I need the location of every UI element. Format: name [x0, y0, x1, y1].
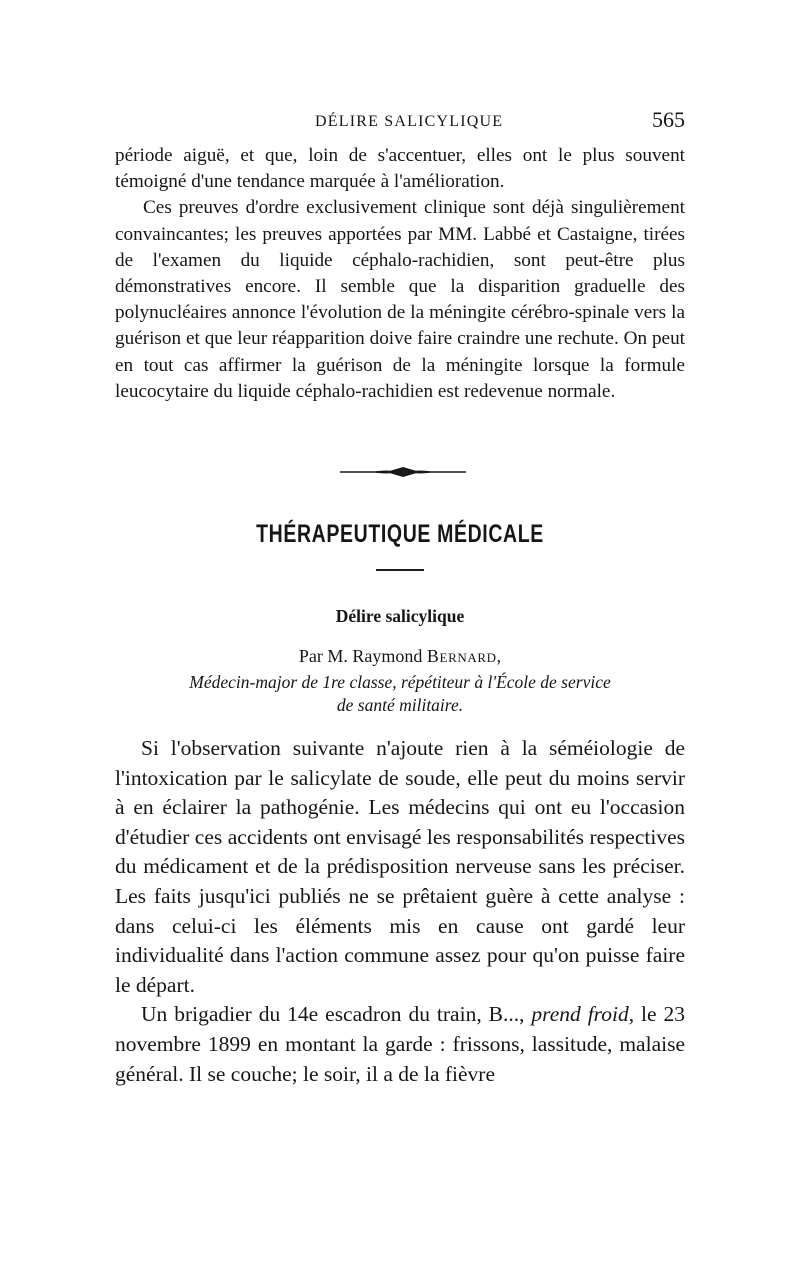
affiliation-line-1: Médecin-major de 1re classe, répétiteur à l'École de service: [189, 672, 611, 692]
intro-paragraph-2: Ces preuves d'ordre exclusivement clinique sont déjà singulièrement convaincantes; les preuves apportées par MM. Labbé et Castaigne, tirées de l'examen du liquide céphalo-rachidien, sont peut-être plus démonstratives encore. Il semble que la disparition graduelle des polynucléaires annonce l'évolution de la méningite cérébro-spinale vers la guérison et que leur réapparition doive faire craindre une rechute. On peut en tout cas affirmer la guérison de la méningite lorsque la formule leucocytaire du liquide céphalo-rachidien est redevenue normale.: [115, 197, 685, 402]
paragraph-2-start: Un brigadier du 14e escadron du train, B...,: [141, 1002, 532, 1027]
article-paragraph-1: Si l'observation suivante n'ajoute rien à la séméiologie de l'intoxication par le salicylate de soude, elle peut du moins servir à en éclairer la pathogénie. Les médecins qui ont eu l'occasion d'étudier ces accidents ont envisagé les responsabilités respectives du médicament et de la prédisposition nerveuse sans les préciser. Les faits jusqu'ici publiés ne se prêtaient guère à cette analyse : dans celui-ci les éléments mis en cause ont gardé leur individualité dans l'action commune assez pour qu'on puisse faire le départ.: [115, 736, 685, 997]
page-number: 565: [652, 107, 685, 132]
article-text: [115, 734, 685, 1089]
author-surname: Bernard: [426, 646, 497, 666]
paragraph-2-emphasis: prend froid,: [531, 1002, 635, 1027]
author-affiliation: [115, 671, 685, 717]
article-title: Délire salicylique: [335, 606, 465, 626]
byline-prefix: Par M. Raymond: [298, 646, 427, 666]
running-title: DÉLIRE SALICYLIQUE: [315, 113, 504, 130]
section-divider-ornament: [340, 464, 466, 480]
affiliation-line-2: de santé militaire.: [336, 695, 464, 715]
section-title: THÉRAPEUTIQUE MÉDICALE: [256, 520, 544, 548]
article-paragraph-2: [115, 1000, 685, 1089]
paragraph-2-end: le 23 novembre 1899 en montant la garde : frissons, lassitude, malaise général. Il se couche; le soir, il a de la fièvre: [115, 1002, 685, 1086]
title-rule: [376, 569, 424, 571]
byline-suffix: ,: [496, 646, 502, 666]
article-byline: [115, 646, 685, 667]
running-header: [240, 107, 685, 141]
intro-paragraph-1: période aiguë, et que, loin de s'accentuer, elles ont le plus souvent témoigné d'une tendance marquée à l'amélioration.: [115, 145, 685, 193]
intro-text: [115, 143, 685, 405]
